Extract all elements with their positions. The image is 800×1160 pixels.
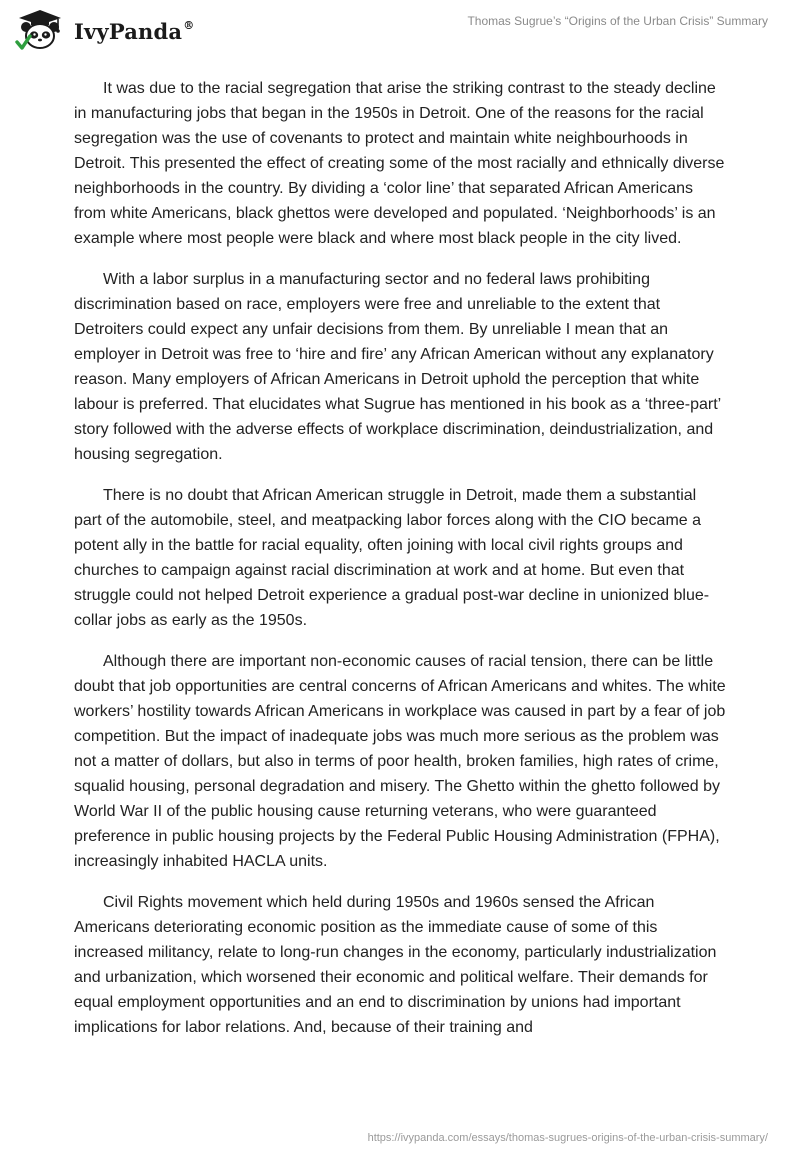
essay-body xyxy=(74,76,726,1056)
source-url[interactable]: https://ivypanda.com/essays/thomas-sugrues-origins-of-the-urban-crisis-summary/ xyxy=(367,1132,768,1144)
paragraph: Although there are important non-economic causes of racial tension, there can be little doubt that job opportunities are central concerns of African Americans and whites. The white workers’ hostility towards African Americans in workplace was caused in part by a fear of job competition. But the impact of inadequate jobs was much more serious as the problem was not a matter of dollars, but also in terms of poor health, broken families, high rates of crime, squalid housing, personal degradation and misery. The Ghetto within the ghetto followed by World War II of the public housing cause returning veterans, who were guaranteed preference in public housing projects by the Federal Public Housing Administration (FPHA), increasingly inhabited HACLA units. xyxy=(74,653,726,870)
paragraph: There is no doubt that African American struggle in Detroit, made them a substantial part of the automobile, steel, and meatpacking labor forces along with the CIO became a potent ally in the battle for racial equality, often joining with local civil rights groups and churches to campaign against racial discrimination at work and at home. But even that struggle could not helped Detroit experience a gradual post-war decline in unionized blue-collar jobs as early as the 1950s. xyxy=(74,487,710,629)
page-header xyxy=(0,0,800,60)
panda-graduate-icon xyxy=(14,8,66,52)
paragraph: Civil Rights movement which held during 1950s and 1960s sensed the African Americans deteriorating economic position as the immediate cause of some of this increased militancy, relate to long-run changes in the economy, particularly industrialization and urbanization, which worsened their economic and political welfare. Their demands for equal employment opportunities and an end to discrimination by unions had important implications for labor relations. And, because of their training and xyxy=(74,894,717,1036)
paragraph: With a labor surplus in a manufacturing sector and no federal laws prohibiting discrimination based on race, employers were free and unreliable to the extent that Detroiters could expect any unfair decisions from them. By unreliable I mean that an employer in Detroit was free to ‘hire and fire’ any African American without any explanatory reason. Many employers of African Americans in Detroit uphold the perception that white labour is preferred. That elucidates what Sugrue has mentioned in his book as a ‘three-part’ story followed with the adverse effects of workplace discrimination, deindustrialization, and housing segregation. xyxy=(74,271,721,463)
ivypanda-logo[interactable] xyxy=(14,8,194,52)
paragraph: It was due to the racial segregation that arise the striking contrast to the steady decline in manufacturing jobs that began in the 1950s in Detroit. One of the reasons for the racial segregation was the use of covenants to protect and maintain white neighbourhoods in Detroit. This presented the effect of creating some of the most racially and ethnically diverse neighborhoods in the country. By dividing a ‘color line’ that separated African Americans from white Americans, black ghettos were developed and populated. ‘Neighborhoods’ is an example where most people were black and where most black people in the city lived. xyxy=(74,80,725,247)
document-title: Thomas Sugrue’s “Origins of the Urban Crisis” Summary xyxy=(467,14,768,28)
logo-wordmark: IvyPanda® xyxy=(74,18,195,44)
